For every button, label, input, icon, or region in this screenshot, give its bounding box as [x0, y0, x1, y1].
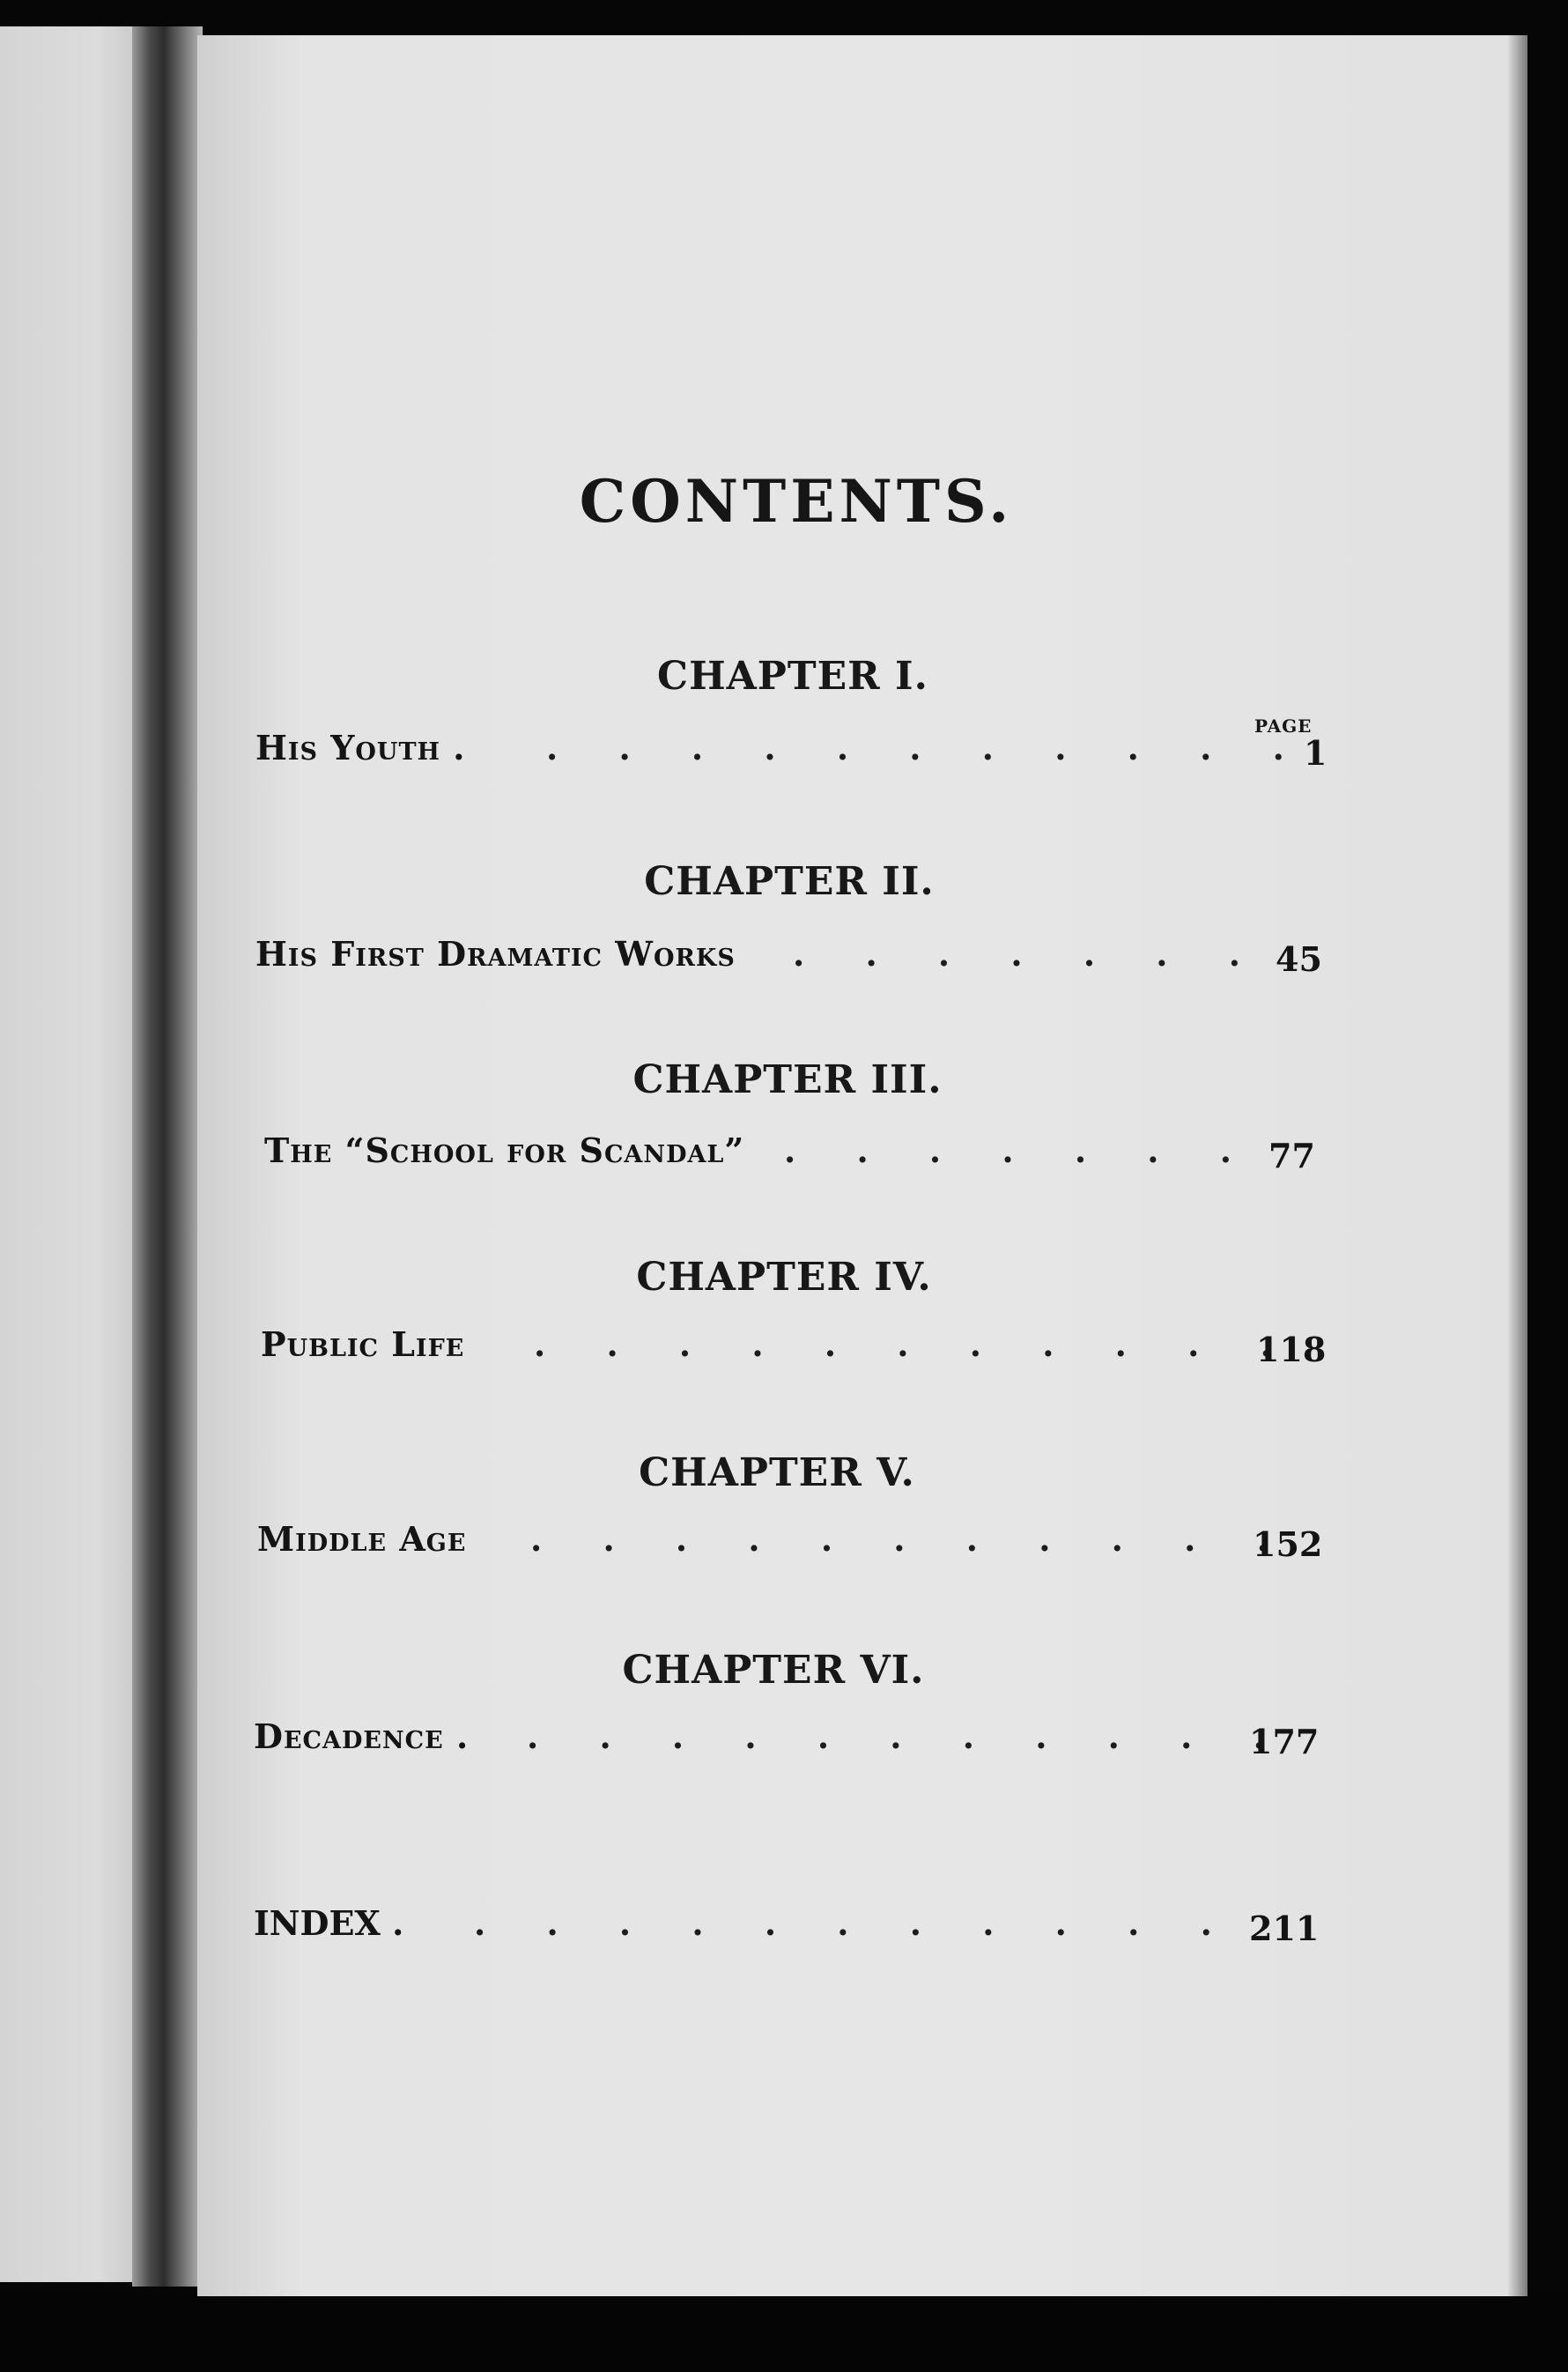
toc-row-4[interactable]: [261, 1324, 1327, 1377]
toc-entry-title: The “School for Scandal”: [264, 1130, 745, 1170]
chapter-heading-2: CHAPTER II.: [644, 859, 935, 904]
dot-leader: . . . . . . . . . . .: [530, 1519, 1268, 1559]
toc-entry-page: 118: [1256, 1330, 1327, 1369]
toc-row-5[interactable]: [257, 1519, 1323, 1572]
page-title: CONTENTS.: [579, 467, 1014, 536]
toc-row-1[interactable]: [255, 728, 1328, 781]
toc-entry-title: Middle Age: [257, 1519, 467, 1559]
chapter-heading-3: CHAPTER III.: [632, 1057, 943, 1102]
chapter-heading-1: CHAPTER I.: [657, 654, 928, 699]
toc-entry-page: 152: [1253, 1524, 1323, 1564]
scan-bottom-border: [0, 2296, 1568, 2372]
toc-entry-page: 77: [1268, 1136, 1315, 1175]
dot-leader: . . . . . . . . . . .: [546, 728, 1284, 767]
toc-entry-title: INDEX .: [254, 1903, 404, 1943]
toc-entry-page: 1: [1304, 733, 1328, 773]
toc-row-3[interactable]: [264, 1130, 1321, 1183]
dot-leader: . . . . . . .: [784, 1130, 1231, 1170]
toc-entry-title: Public Life: [261, 1324, 465, 1364]
toc-entry-page: 45: [1276, 939, 1322, 979]
page-edge-shadow: [1508, 35, 1527, 2296]
toc-entry-page: 177: [1249, 1722, 1320, 1761]
toc-entry-page: 211: [1249, 1909, 1320, 1948]
toc-entry-title: His First Dramatic Works: [255, 934, 736, 974]
dot-leader: . . . . . . . . . . .: [527, 1716, 1265, 1756]
facing-page-edge: [0, 26, 141, 2282]
page-column-label: PAGE: [1254, 715, 1313, 737]
chapter-heading-4: CHAPTER IV.: [636, 1255, 932, 1300]
toc-entry-title: Decadence .: [254, 1716, 470, 1756]
chapter-heading-5: CHAPTER V.: [639, 1450, 915, 1495]
chapter-heading-6: CHAPTER VI.: [622, 1648, 925, 1693]
dot-leader: . . . . . . . . . . .: [474, 1903, 1212, 1943]
toc-row-6[interactable]: [254, 1716, 1320, 1769]
dot-leader: . . . . . . . . . . .: [534, 1324, 1272, 1364]
dot-leader: . . . . . . .: [793, 934, 1240, 974]
toc-entry-title: His Youth .: [255, 728, 466, 767]
book-gutter: [132, 26, 203, 2287]
toc-row-2[interactable]: [255, 934, 1322, 987]
toc-row-index[interactable]: [254, 1903, 1320, 1956]
